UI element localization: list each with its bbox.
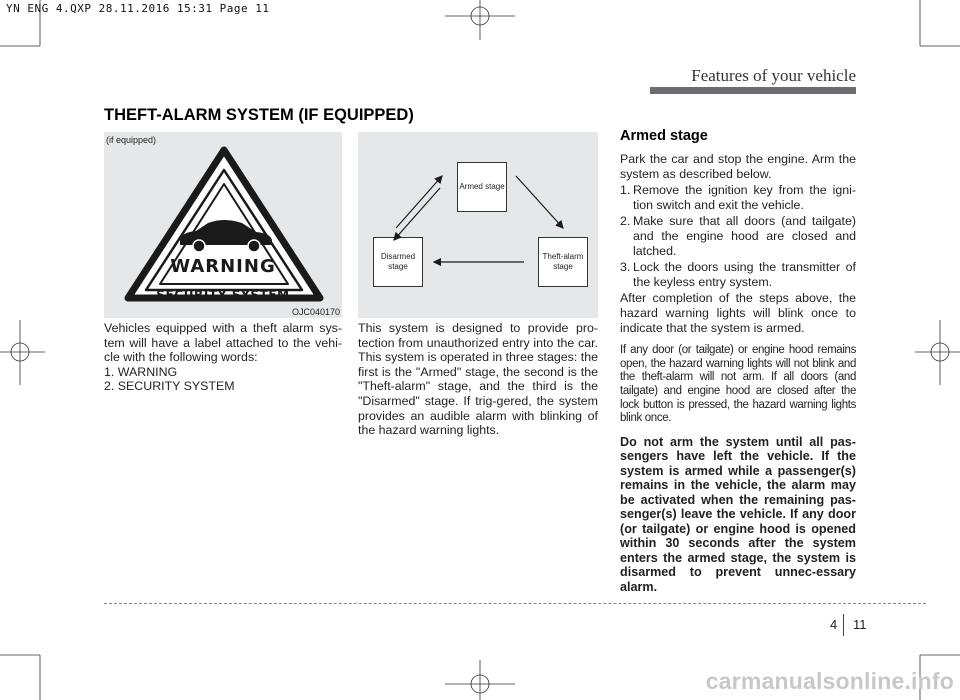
step-1	[620, 183, 856, 212]
arrow-armed-to-disarmed	[394, 188, 440, 240]
system-description-paragraph: This system is designed to provide pro-tection from unauthorized entry into the car. This system is operated in three stages: the first is the "Armed" stage, the second is the "Theft-alarm" stage, and the third is the "Disarmed" stage. If trig-gered, the system provides an audible alarm with blinking of the hazard warning lights.	[358, 321, 598, 438]
step-1-number: 1.	[620, 183, 631, 198]
step-1-text: Remove the ignition key from the igni-tion switch and exit the vehicle.	[633, 183, 856, 212]
step-2-text: Make sure that all doors (and tailgate) and the engine hood are closed and latched.	[633, 214, 856, 258]
armed-stage-intro: Park the car and stop the engine. Arm the system as described below.	[620, 152, 856, 181]
label-intro-paragraph: Vehicles equipped with a theft alarm sys-tem will have a label attached to the vehi-cle with the following words:	[104, 321, 342, 365]
column-2-text	[358, 321, 598, 438]
arrow-disarmed-to-armed	[396, 176, 442, 228]
figure-code: OJC040170	[292, 307, 341, 317]
caution-paragraph: Do not arm the system until all pas-sengers have left the vehicle. If the system is armed while a passenger(s) remains in the vehicle, the alarm may be activated when the remaining pas-senger(s) leave the vehicle. If any door (or tailgate) or engine hood is opened within 30 seconds after the system enters the armed stage, the system is disarmed to prevent unnec-essary alarm.	[620, 434, 856, 594]
step-3-text: Lock the doors using the transmitter of the keyless entry system.	[633, 260, 856, 289]
figure-caption-if-equipped: (if equipped)	[106, 135, 157, 145]
column-3	[620, 128, 856, 594]
diagram-label-disarmed: Disarmed stage	[380, 252, 416, 271]
page-number-divider	[843, 614, 844, 636]
open-door-note: If any door (or tailgate) or engine hood remains open, the hazard warning lights will not blink and the theft-alarm will not arm. If all doors (and tailgate) and engine hood are closed after the lock button is pressed, the hazard warning lights blink once.	[620, 344, 856, 425]
header-rule	[650, 87, 856, 94]
security-system-word: SECURITY SYSTEM	[156, 288, 290, 302]
diagram-label-armed: Armed stage	[459, 182, 505, 191]
step-2-number: 2.	[620, 214, 631, 229]
step-3	[620, 260, 856, 289]
running-header-title: Features of your vehicle	[691, 66, 856, 85]
diagram-arrows	[358, 132, 598, 318]
alarm-stage-diagram	[358, 132, 598, 318]
label-word-1: 1. WARNING	[104, 364, 178, 379]
armed-stage-heading: Armed stage	[620, 128, 708, 144]
column-1-text	[104, 321, 342, 394]
page-number: 11	[853, 617, 867, 632]
watermark-url: carmanualsonline.info	[705, 668, 954, 694]
warning-word: WARNING	[170, 256, 276, 277]
warning-label-figure	[104, 132, 342, 318]
diagram-label-theft-alarm: Theft-alarm stage	[542, 252, 584, 271]
print-slug-line: YN ENG 4.QXP 28.11.2016 15:31 Page 11	[6, 2, 270, 15]
step-3-number: 3.	[620, 260, 631, 275]
arrow-armed-to-theft	[516, 176, 563, 228]
footer-dashed-rule	[104, 603, 926, 604]
after-steps-paragraph: After completion of the steps above, the hazard warning lights will blink once to indicate that the system is armed.	[620, 291, 856, 335]
label-word-2: 2. SECURITY SYSTEM	[104, 379, 235, 394]
chapter-number: 4	[830, 617, 838, 632]
step-2	[620, 214, 856, 258]
warning-triangle-icon	[124, 144, 324, 304]
section-title: THEFT-ALARM SYSTEM (IF EQUIPPED)	[104, 106, 414, 124]
